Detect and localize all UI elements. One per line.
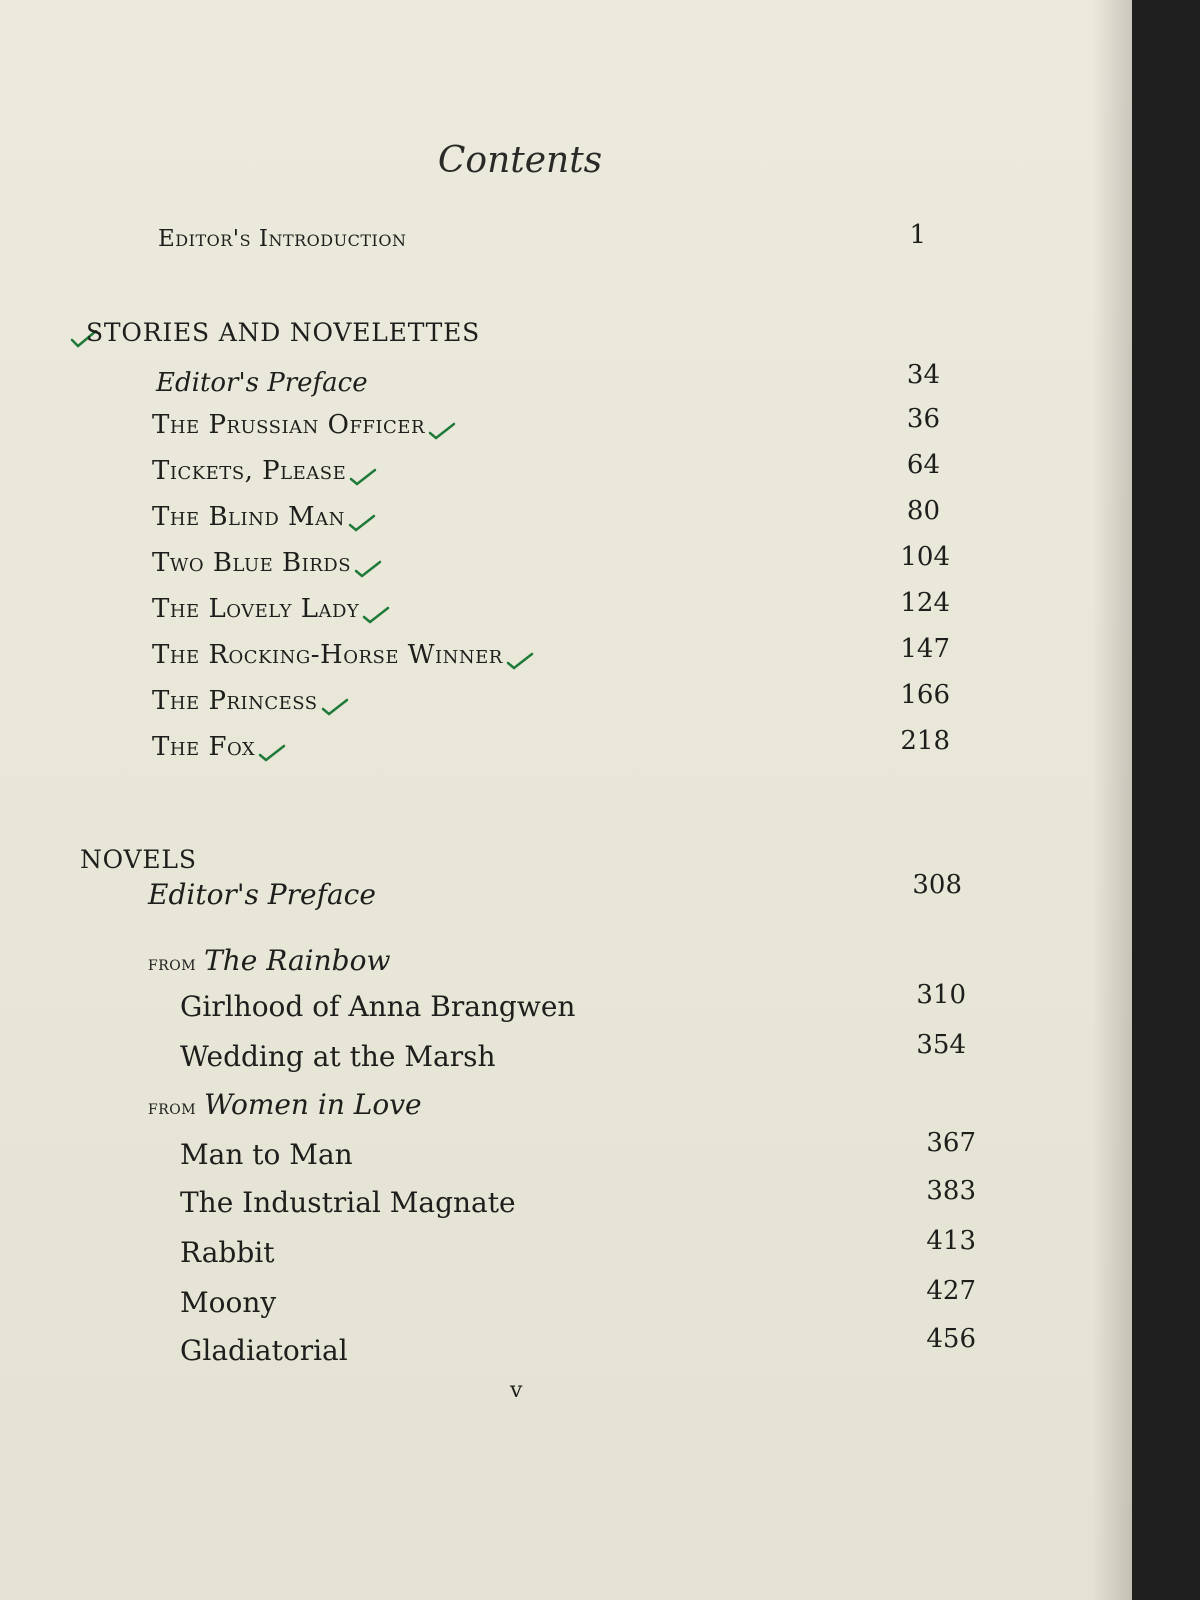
toc-page-number: 456 bbox=[926, 1324, 976, 1354]
toc-page-stories-preface: 34 bbox=[906, 360, 940, 390]
checkmark-icon bbox=[353, 555, 383, 573]
page-gutter-shadow bbox=[1092, 0, 1132, 1600]
toc-page-number: 147 bbox=[900, 634, 950, 664]
toc-entry-chapter: Man to Man bbox=[180, 1138, 353, 1171]
toc-entry-story bbox=[152, 732, 287, 762]
toc-entry-story bbox=[152, 594, 391, 624]
checkmark-icon bbox=[348, 463, 378, 481]
toc-entry-chapter: Moony bbox=[180, 1286, 277, 1319]
toc-page-number: 427 bbox=[926, 1276, 976, 1306]
checkmark-icon bbox=[257, 739, 287, 757]
toc-entry-label: The Princess bbox=[152, 686, 318, 716]
section-heading-stories: STORIES AND NOVELETTES bbox=[70, 318, 480, 348]
toc-entry-label: Tickets, Please bbox=[152, 456, 347, 486]
show-through-text bbox=[500, 0, 1060, 1500]
toc-entry-label: The Lovely Lady bbox=[152, 594, 360, 624]
toc-page-novels-preface: 308 bbox=[912, 870, 962, 900]
toc-page-number: 80 bbox=[906, 496, 940, 526]
toc-page-number: 218 bbox=[900, 726, 950, 756]
checkmark-icon bbox=[427, 417, 457, 435]
toc-entry-label: The Fox bbox=[152, 732, 256, 762]
toc-page-number: 383 bbox=[926, 1176, 976, 1206]
toc-page-number: 36 bbox=[906, 404, 940, 434]
page-title: Contents bbox=[437, 140, 603, 181]
toc-entry-story bbox=[152, 686, 350, 716]
page-folio: v bbox=[510, 1378, 523, 1403]
toc-page-number: 413 bbox=[926, 1226, 976, 1256]
checkmark-icon bbox=[320, 693, 350, 711]
checkmark-icon bbox=[505, 647, 535, 665]
toc-page-number: 367 bbox=[926, 1128, 976, 1158]
toc-entry-chapter: Gladiatorial bbox=[180, 1334, 348, 1367]
toc-page-number: 64 bbox=[906, 450, 940, 480]
toc-entry-stories-preface: Editor's Preface bbox=[156, 368, 368, 398]
toc-subheading-women-in-love: from Women in Love bbox=[148, 1088, 422, 1121]
toc-entry-label: The Prussian Officer bbox=[152, 410, 425, 440]
toc-entry-story bbox=[152, 548, 383, 578]
toc-entry-label: The Blind Man bbox=[152, 502, 345, 532]
toc-page-number: 124 bbox=[900, 588, 950, 618]
toc-entry-novels-preface: Editor's Preface bbox=[148, 878, 376, 911]
section-heading-novels: NOVELS bbox=[80, 845, 197, 874]
toc-page-introduction: 1 bbox=[909, 220, 926, 250]
toc-entry-chapter: Rabbit bbox=[180, 1236, 275, 1269]
toc-entry-story bbox=[152, 502, 377, 532]
toc-entry-label: The Rocking-Horse Winner bbox=[152, 640, 503, 670]
checkmark-icon bbox=[361, 601, 391, 619]
toc-entry-label: Two Blue Birds bbox=[152, 548, 352, 578]
toc-entry-chapter: The Industrial Magnate bbox=[180, 1186, 516, 1219]
toc-page-number: 354 bbox=[916, 1030, 966, 1060]
toc-entry-chapter: Girlhood of Anna Brangwen bbox=[180, 990, 576, 1023]
toc-entry-story bbox=[152, 456, 378, 486]
checkmark-icon bbox=[347, 509, 377, 527]
toc-page-number: 104 bbox=[900, 542, 950, 572]
toc-page-number: 310 bbox=[916, 980, 966, 1010]
toc-entry-introduction: Editor's Introduction bbox=[158, 226, 407, 252]
toc-subheading-rainbow: from The Rainbow bbox=[148, 944, 391, 977]
toc-page-number: 166 bbox=[900, 680, 950, 710]
toc-entry-story bbox=[152, 410, 457, 440]
toc-entry-chapter: Wedding at the Marsh bbox=[180, 1040, 496, 1073]
toc-entry-story bbox=[152, 640, 535, 670]
